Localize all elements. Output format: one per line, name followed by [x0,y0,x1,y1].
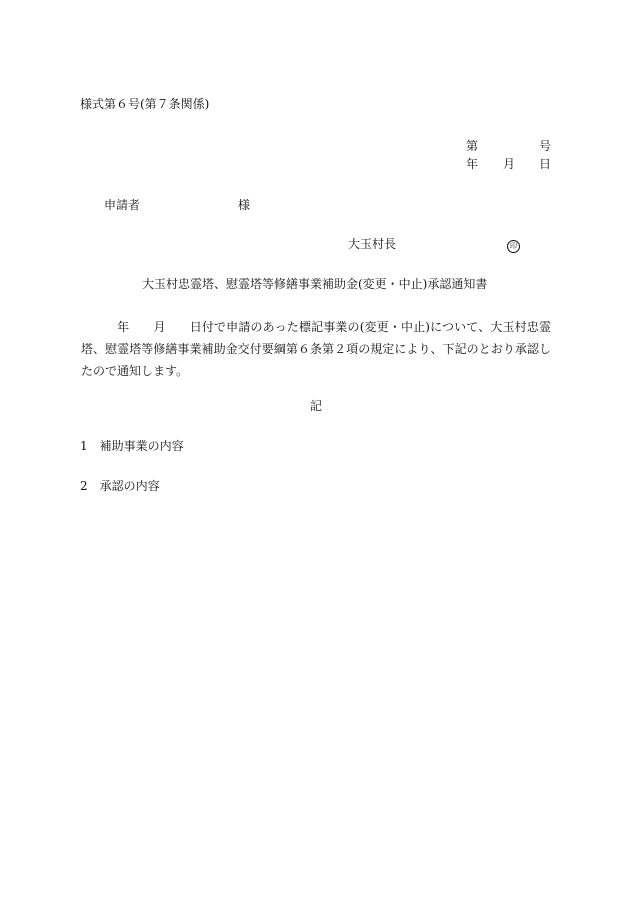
item-number: 2 [80,479,88,493]
doc-number-go: 号 [539,139,552,153]
seal-icon: 印 [507,240,520,253]
body-text: 日付で申請のあった標記事業の(変更・中止)について、大玉村忠霊塔、慰霊塔等修繕事業補助金交付要綱第６条第２項の規定により、下記のとおり承認したので通知します。 [81,320,551,378]
doc-number-dai: 第 [466,139,479,153]
ki-heading: 記 [310,399,323,413]
issuer-title: 大玉村長 [348,237,397,251]
date-year: 年 [466,157,479,171]
body-year: 年 [117,320,130,334]
form-number: 様式第６号(第７条関係) [80,97,210,111]
item-number: 1 [80,439,88,453]
document-title: 大玉村忠霊塔、慰霊塔等修繕事業補助金(変更・中止)承認通知書 [142,277,488,291]
item-label: 補助事業の内容 [99,439,184,453]
item-1 [80,440,184,452]
applicant-sama: 様 [238,198,251,212]
body-month: 月 [153,320,166,334]
item-2 [80,480,160,492]
date-month: 月 [503,157,516,171]
item-label: 承認の内容 [99,479,160,493]
seal-mark [507,238,520,253]
body-paragraph [81,316,551,382]
applicant-label: 申請者 [104,198,141,212]
date-day: 日 [539,157,552,171]
